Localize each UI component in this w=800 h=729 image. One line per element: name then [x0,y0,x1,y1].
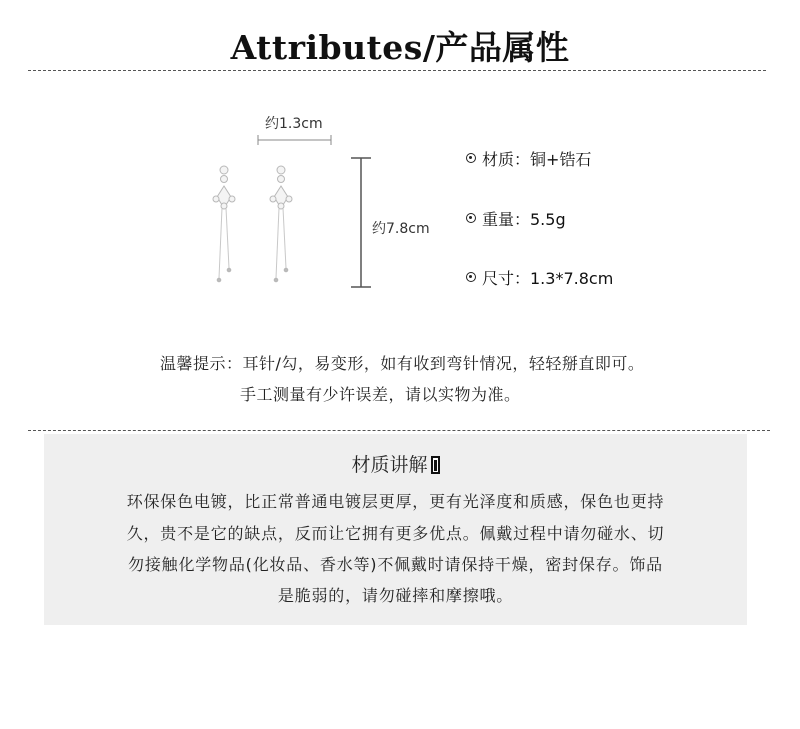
height-dimension-line [351,158,371,287]
material-explanation-panel [44,434,747,625]
cursor-icon [431,456,440,474]
right-earring [270,166,292,282]
bullet-icon [466,213,476,223]
panel-text-line: 环保保色电镀，比正常普通电镀层更厚，更有光泽度和质感，保色也更持 [126,492,665,511]
earring-illustration [0,0,800,330]
tip-line-1: 温馨提示：耳针/勾，易变形，如有收到弯针情况，轻轻掰直即可。 [160,354,645,373]
bullet-icon [466,272,476,282]
panel-text-line: 久，贵不是它的缺点，反而让它拥有更多优点。佩戴过程中请勿碰水、切 [126,524,665,543]
middle-divider [28,430,770,431]
height-label: 约7.8cm [372,221,430,237]
left-earring [213,166,235,282]
attribute-material-text: 材质：铜+锆石 [482,149,592,169]
panel-title: 材质讲解 [351,454,428,476]
panel-text-line: 是脆弱的，请勿碰摔和摩擦哦。 [277,586,514,605]
attribute-weight [466,206,566,230]
bullet-icon [466,153,476,163]
page-title: Attributes/产品属性 [230,28,570,67]
attribute-weight-text: 重量：5.5g [482,209,566,229]
attribute-size [466,265,613,289]
attribute-size-text: 尺寸：1.3*7.8cm [482,268,614,288]
width-label: 约1.3cm [265,116,323,132]
attribute-material [466,146,591,170]
panel-text-line: 勿接触化学物品(化妆品、香水等)不佩戴时请保持干燥，密封保存。饰品 [128,555,663,574]
panel-title-row [44,450,747,477]
width-dimension-line [258,135,331,145]
tip-line-2: 手工测量有少许误差，请以实物为准。 [240,385,521,404]
